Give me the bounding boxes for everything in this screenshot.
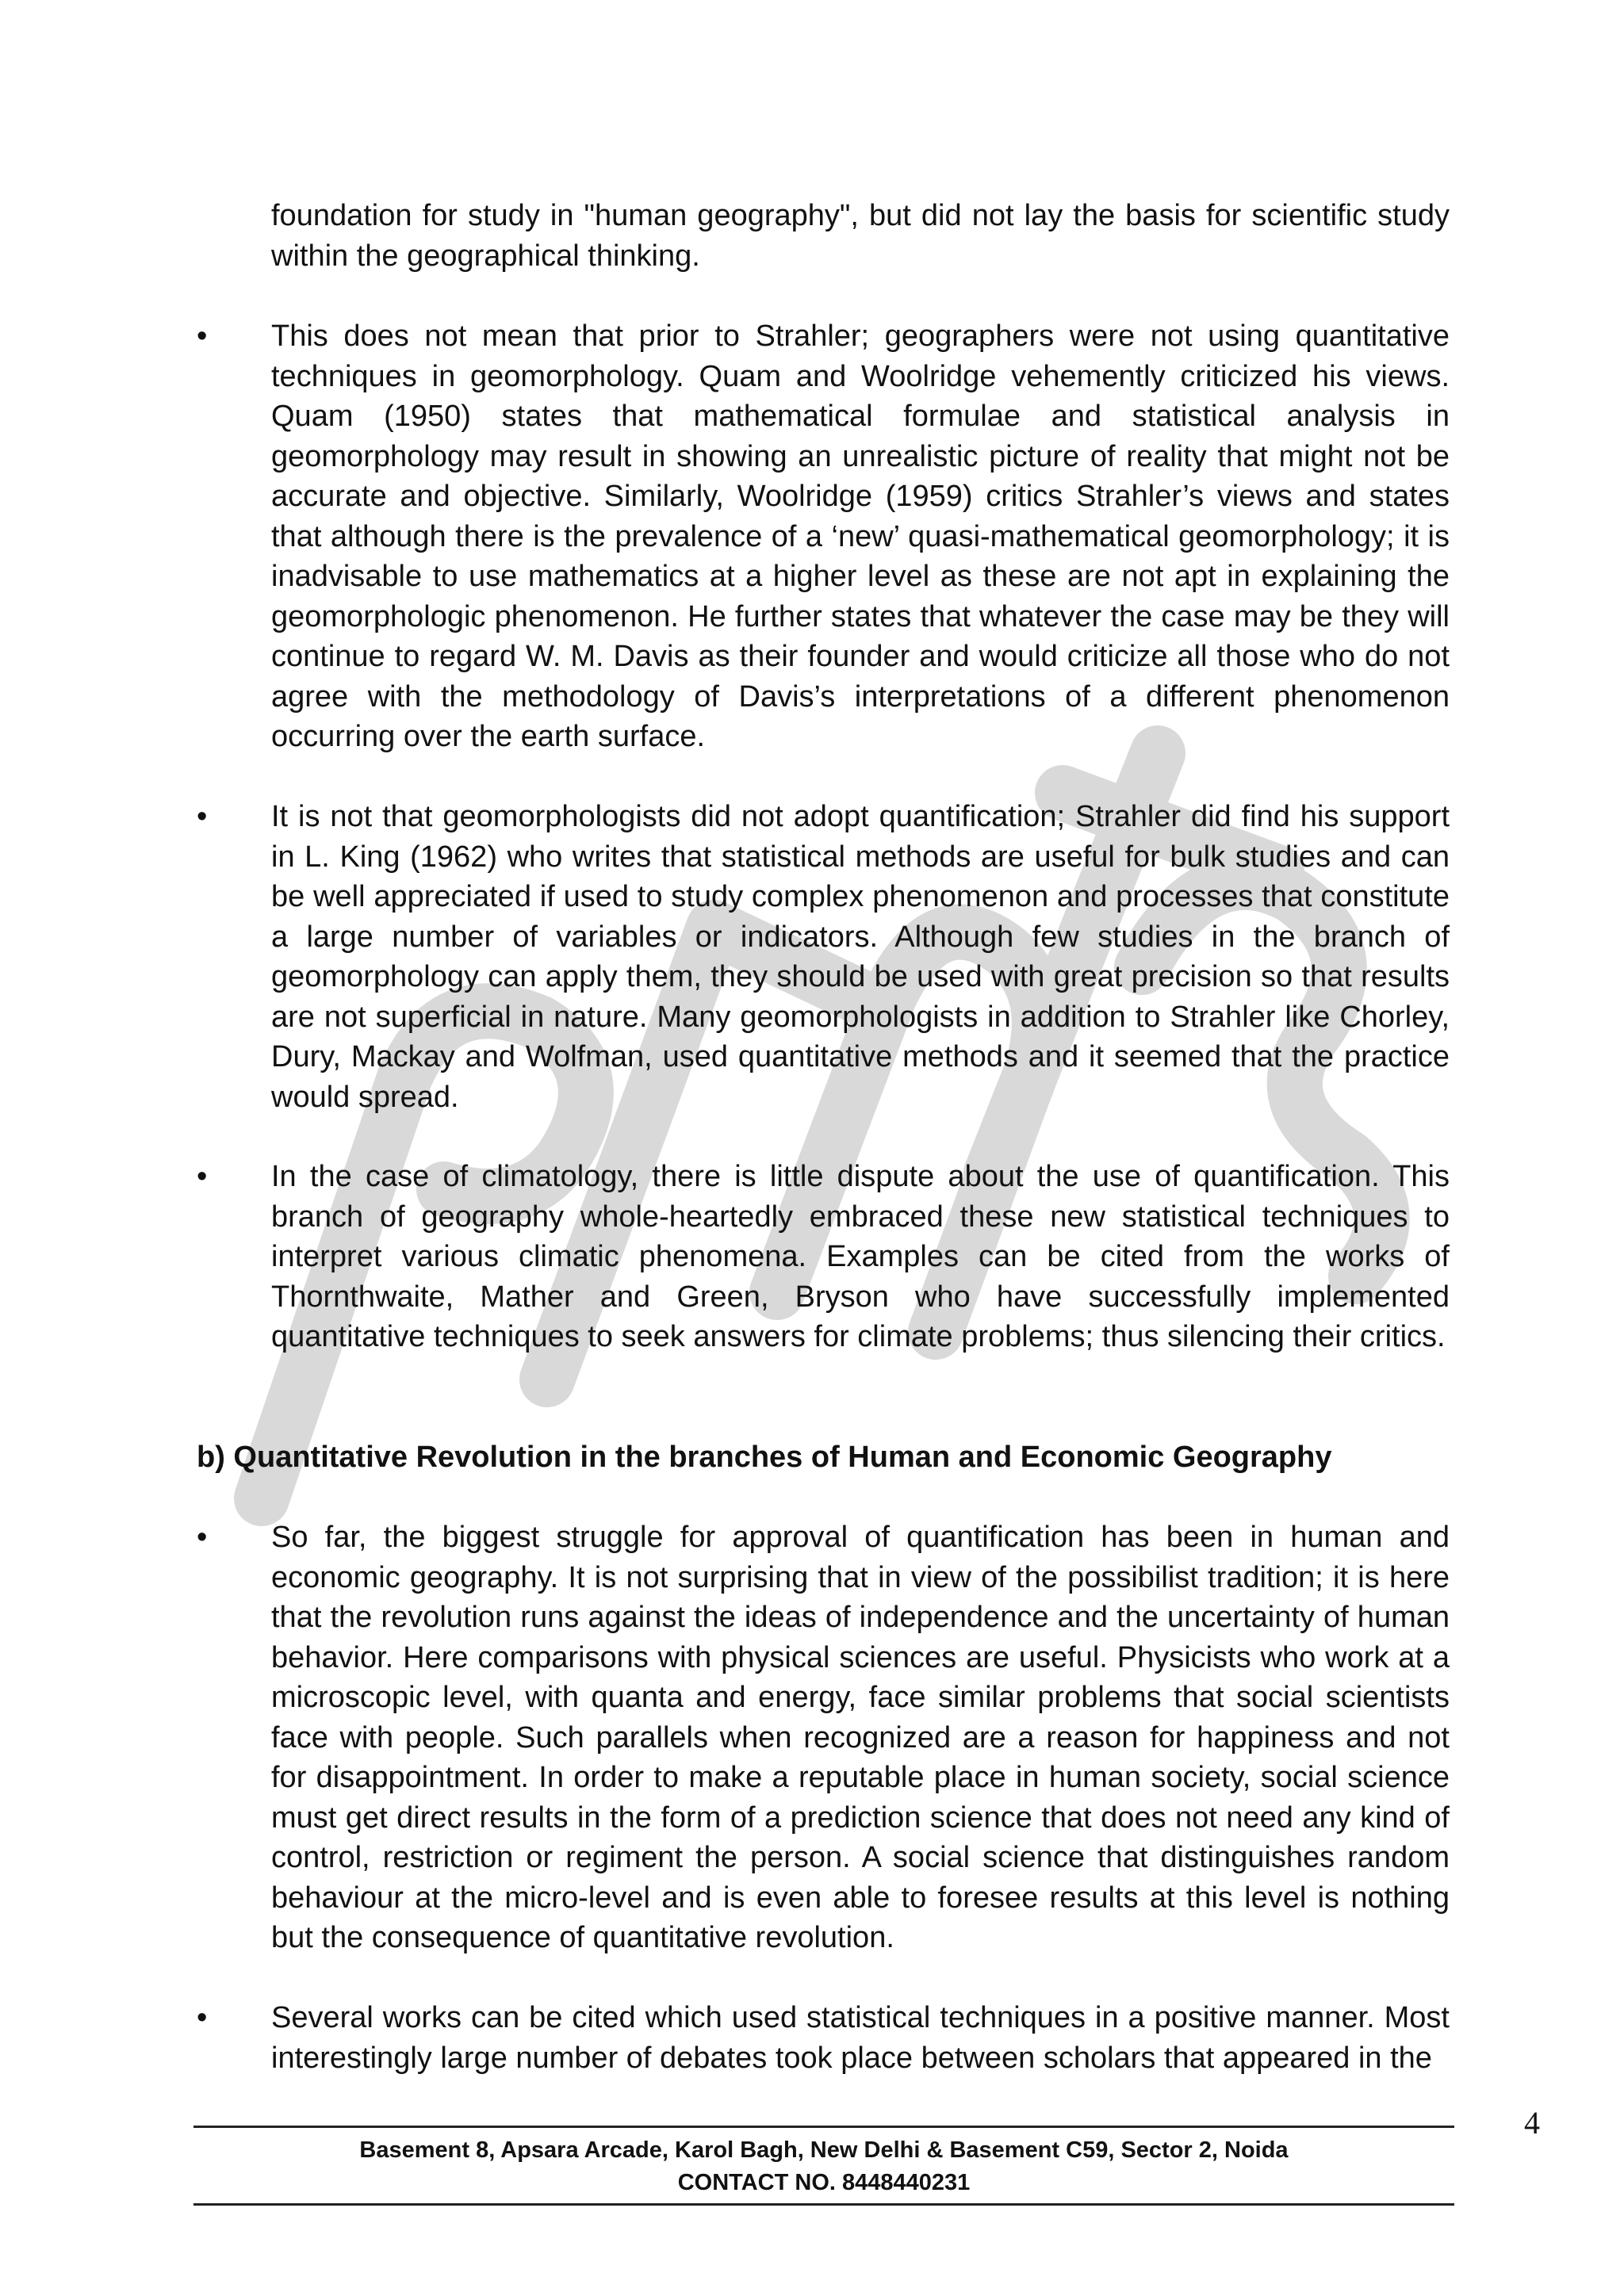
footer-contact: CONTACT NO. 8448440231 bbox=[677, 2170, 971, 2195]
bullet-marker: • bbox=[197, 1160, 208, 1193]
continuation-paragraph: foundation for study in "human geography", but did not lay the basis for scientific study within the geographical thinking. bbox=[271, 199, 1450, 273]
footer-top-rule bbox=[193, 2126, 1454, 2128]
section-heading-human-economic: b) Quantitative Revolution in the branches of Human and Economic Geography bbox=[197, 1441, 1332, 1474]
footer-bottom-rule bbox=[193, 2203, 1454, 2206]
bullet-paragraph-statistical-works: Several works can be cited which used statistical techniques in a positive manner. Most interestingly large number of debates took place between scholars that appeared in the bbox=[271, 2001, 1450, 2075]
bullet-paragraph-human-geography: So far, the biggest struggle for approval of quantification has been in human and economic geography. It is not surprising that in view of the possibilist tradition; it is here that the revolution runs against the ideas of independence and the uncertainty of human behavior. Here comparisons with physical sciences are useful. Physicists who work at a microscopic level, with quanta and energy, face similar problems that social scientists face with people. Such parallels when recognized are a reason for happiness and not for disappointment. In order to make a reputable place in human society, social science must get direct results in the form of a prediction science that does not need any kind of control, restriction or regiment the person. A social science that distinguishes random behaviour at the micro-level and is even able to foresee results at this level is nothing but the consequence of quantitative revolution. bbox=[271, 1521, 1450, 1954]
bullet-marker: • bbox=[197, 320, 208, 353]
footer-address: Basement 8, Apsara Arcade, Karol Bagh, New Delhi & Basement C59, Sector 2, Noida bbox=[359, 2137, 1289, 2163]
bullet-paragraph-geomorphologists: It is not that geomorphologists did not adopt quantification; Strahler did find his support in L. King (1962) who writes that statistical methods are useful for bulk studies and can be well appreciated if used to study complex phenomenon and processes that constitute a large number of variables or indicators. Although few studies in the branch of geomorphology can apply them, they should be used with great precision so that results are not superficial in nature. Many geomorphologists in addition to Strahler like Chorley, Dury, Mackay and Wolfman, used quantitative methods and it seemed that the practice would spread. bbox=[271, 800, 1450, 1114]
bullet-paragraph-climatology: In the case of climatology, there is little dispute about the use of quantification. This branch of geography whole-heartedly embraced these new statistical techniques to interpret various climatic phenomena. Examples can be cited from the works of Thornthwaite, Mather and Green, Bryson who have successfully implemented quantitative techniques to seek answers for climate problems; thus silencing their critics. bbox=[271, 1160, 1450, 1353]
page-number: 4 bbox=[1524, 2105, 1540, 2141]
bullet-marker: • bbox=[197, 2001, 208, 2034]
bullet-paragraph-strahler-critics: This does not mean that prior to Strahler; geographers were not using quantitative techniques in geomorphology. Quam and Woolridge vehemently criticized his views. Quam (1950) states that mathematical formulae and statistical analysis in geomorphology may result in showing an unrealistic picture of reality that might not be accurate and objective. Similarly, Woolridge (1959) critics Strahler’s views and states that although there is the prevalence of a ‘new’ quasi-mathematical geomorphology; it is inadvisable to use mathematics at a higher level as these are not apt in explaining the geomorphologic phenomenon. He further states that whatever the case may be they will continue to regard W. M. Davis as their founder and would criticize all those who do not agree with the methodology of Davis’s interpretations of a different phenomenon occurring over the earth surface. bbox=[271, 320, 1450, 753]
bullet-marker: • bbox=[197, 800, 208, 833]
bullet-marker: • bbox=[197, 1521, 208, 1554]
